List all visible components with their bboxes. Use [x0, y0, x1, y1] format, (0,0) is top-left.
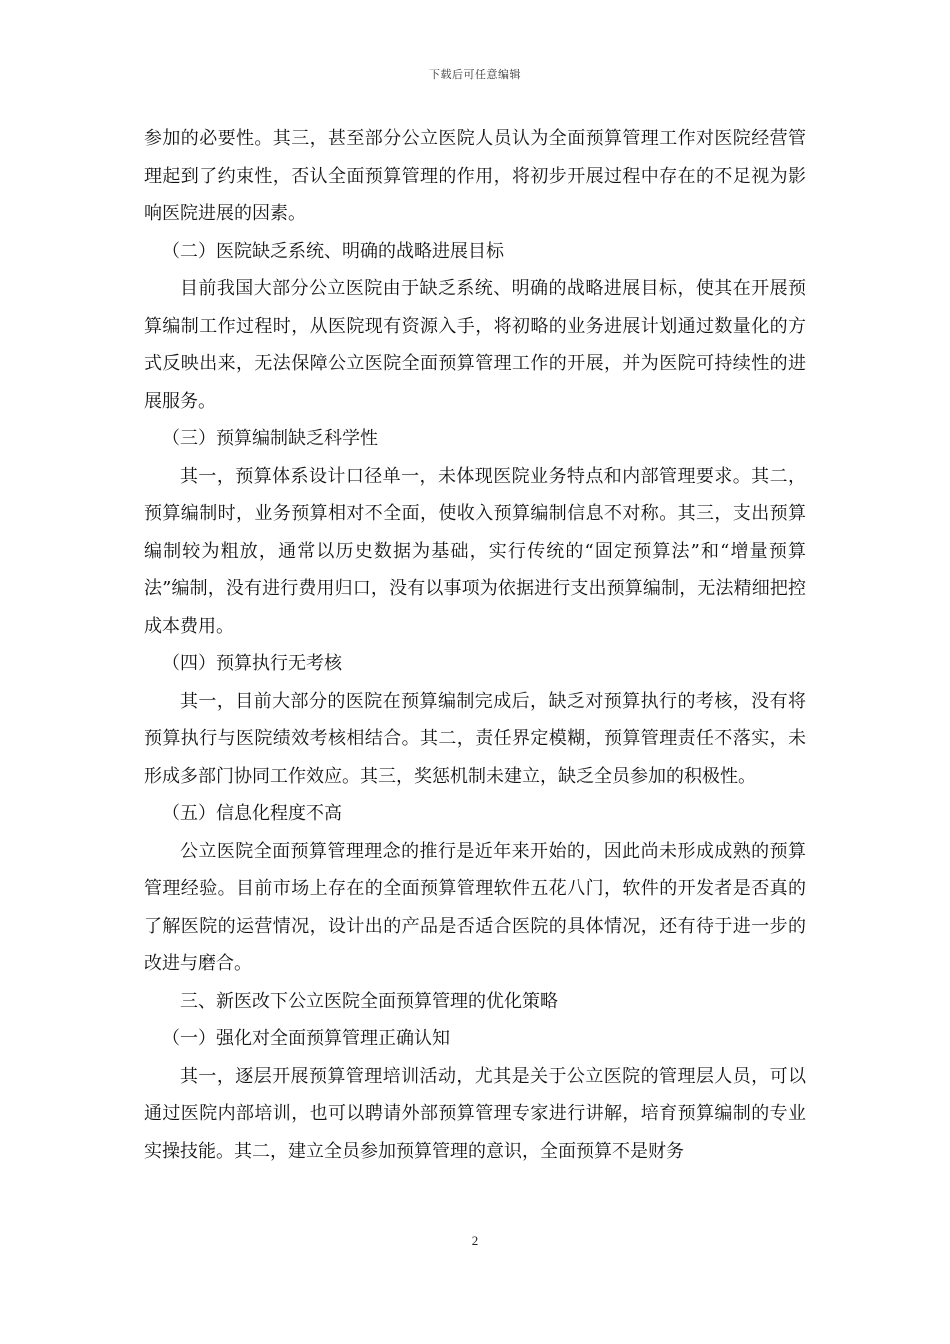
paragraph: 目前我国大部分公立医院由于缺乏系统、明确的战略进展目标，使其在开展预算编制工作过程时，从医院现有资源入手，将初略的业务进展计划通过数量化的方式反映出来，无法保障公立医院全面预算管理工作的开展，并为医院可持续性的进展服务。: [144, 278, 806, 412]
paragraph: 其一，预算体系设计口径单一，未体现医院业务特点和内部管理要求。其二，预算编制时，业务预算相对不全面，使收入预算编制信息不对称。其三，支出预算编制较为粗放，通常以历史数据为基础，实行传统的“固定预算法”和“增量预算法”编制，没有进行费用归口，没有以事项为依据进行支出预算编制，无法精细把控成本费用。: [144, 465, 806, 637]
paragraph-continued: 参加的必要性。其三，甚至部分公立医院人员认为全面预算管理工作对医院经营管理起到了约束性，否认全面预算管理的作用，将初步开展过程中存在的不足视为影响医院进展的因素。: [144, 128, 806, 224]
paragraph: 其一，目前大部分的医院在预算编制完成后，缺乏对预算执行的考核，没有将预算执行与医院绩效考核相结合。其二，责任界定模糊，预算管理责任不落实，未形成多部门协同工作效应。其三，奖惩机制未建立，缺乏全员参加的积极性。: [144, 690, 806, 787]
page-header: 下载后可任意编辑: [429, 68, 521, 81]
paragraph: 公立医院全面预算管理理念的推行是近年来开始的，因此尚未形成成熟的预算管理经验。目前市场上存在的全面预算管理软件五花八门，软件的开发者是否真的了解医院的运营情况，设计出的产品是否适合医院的具体情况，还有待于进一步的改进与磨合。: [144, 840, 806, 974]
section-subheading: （四）预算执行无考核: [162, 653, 342, 674]
section-subheading: （五）信息化程度不高: [162, 803, 342, 824]
paragraph: 其一，逐层开展预算管理培训活动，尤其是关于公立医院的管理层人员，可以通过医院内部培训，也可以聘请外部预算管理专家进行讲解，培育预算编制的专业实操技能。其二，建立全员参加预算管理的意识，全面预算不是财务: [144, 1065, 806, 1162]
section-heading: 三、新医改下公立医院全面预算管理的优化策略: [180, 990, 558, 1012]
section-subheading: （一）强化对全面预算管理正确认知: [162, 1028, 450, 1049]
section-subheading: （二）医院缺乏系统、明确的战略进展目标: [162, 240, 504, 262]
document-body: [144, 120, 806, 1170]
section-subheading: （三）预算编制缺乏科学性: [162, 428, 378, 449]
page-number: 2: [471, 1233, 479, 1248]
